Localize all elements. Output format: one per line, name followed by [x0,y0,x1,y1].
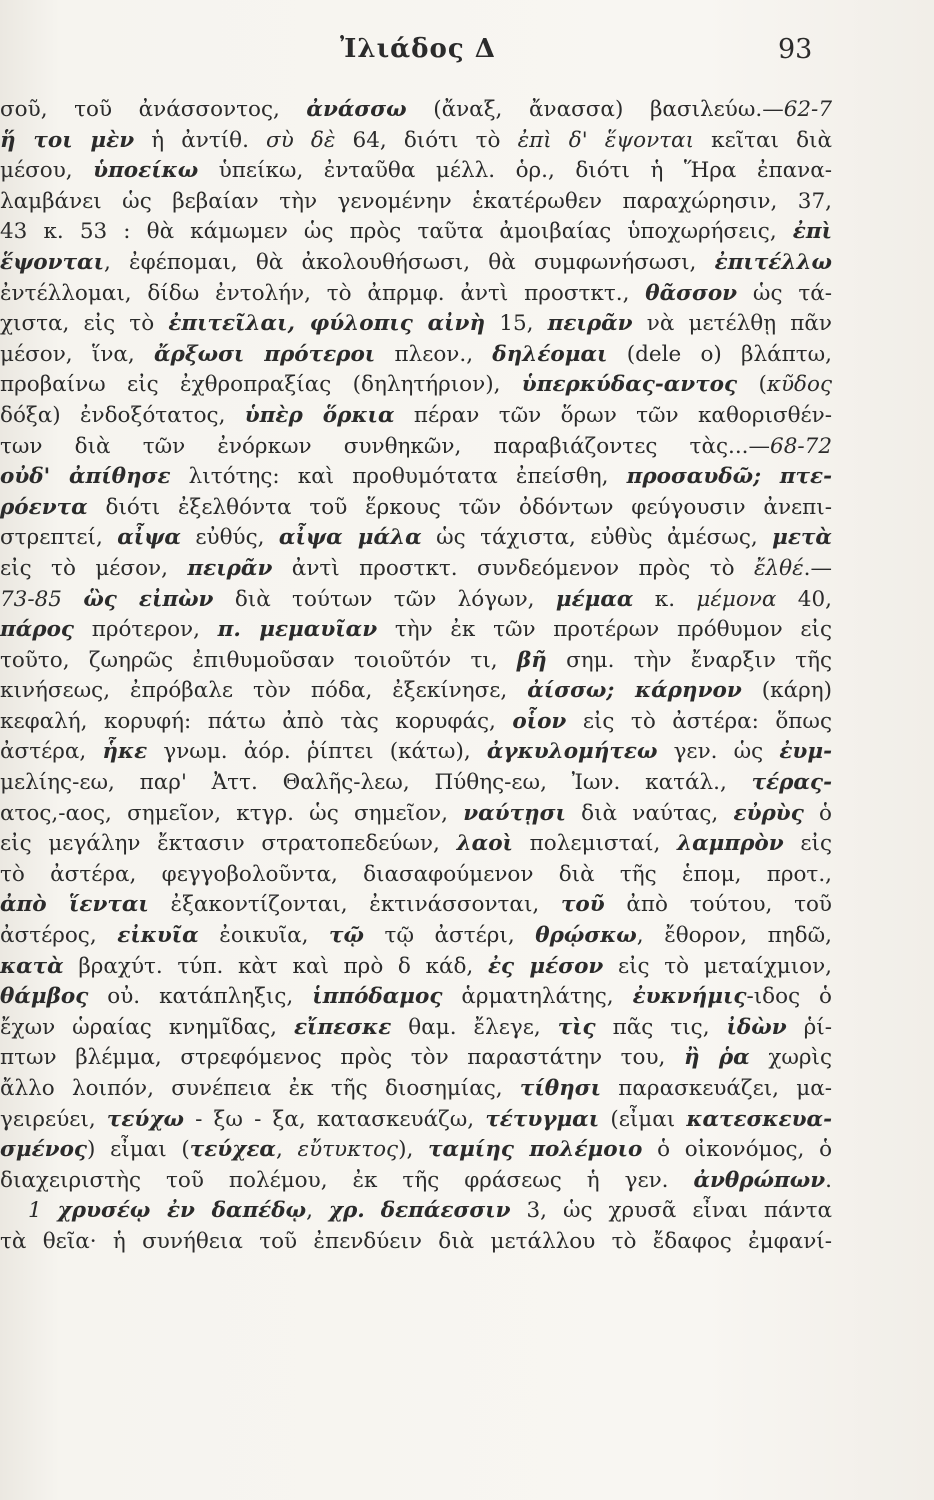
text-run [62,587,83,612]
text-line [0,799,832,830]
italic-reference: 1 [28,1198,42,1224]
lemma-term: χρυσέῳ ἐν δαπέδῳ [57,1198,307,1224]
lemma-term: οἷον [512,708,567,734]
text-run: ἐξακοντίζονται, ἐκτινάσσονται, [148,892,561,918]
text-run: (dele o) βλάπτω, [607,341,832,367]
text-line [0,676,832,707]
text-line [0,1013,832,1044]
text-line [0,432,832,463]
lemma-term: ἀνάσσω [306,97,407,122]
lemma-term: μετὰ [772,525,832,551]
text-line [0,187,832,218]
lemma-term: θάμβος [0,984,89,1010]
lemma-term: μέμαα [555,586,634,612]
text-run: λιτότης: καὶ προθυμότατα ἐπείσθη, [170,464,627,490]
lemma-term: λαμπρὸν [677,831,784,857]
text-run: γνωμ. ἀόρ. ῥίπτει (κάτω), [147,739,487,765]
text-run: εἰς τὸ μέσον, [0,555,188,581]
text-run: διαχειριστὴς τοῦ πολέμου, ἐκ τῆς φράσεως ἡ γεν. [0,1167,694,1193]
text-run: διὰ τούτων τῶν λόγων, [213,586,556,612]
text-run: , ἐφέπομαι, θὰ ἀκολουθήσωσι, θὰ συμφωνήσωσι, [103,249,715,275]
text-run: ἀστέρα, [0,739,103,765]
text-line [0,126,832,157]
text-run: χωρὶς [749,1045,832,1071]
lemma-term: εὐρὺς [733,800,804,826]
lemma-term: ὣς εἰπὼν [83,586,214,612]
lemma-term: ναύτῃσι [463,800,566,826]
italic-reference: σὺ δὲ [266,127,336,153]
text-run: ἁρματηλάτης, [442,984,633,1010]
text-run: πτων βλέμμα, στρεφόμενος πρὸς τὸν παραστάτην του, [0,1045,684,1071]
text-run: τὴν ἐκ τῶν προτέρων πρόθυμον εἰς [377,617,832,643]
lemma-term: τῷ [329,923,364,949]
text-run: ), [398,1137,429,1163]
lemma-term: τέτυγμαι [485,1106,600,1132]
text-line [0,707,832,738]
text-run: ἔχων ὡραίας κνημῖδας, [0,1014,294,1040]
text-run: ὡς τάχιστα, εὐθὺς ἀμέσως, [421,525,773,551]
text-line [0,248,832,279]
text-line [0,737,832,768]
text-run: ἀπὸ τούτου, τοῦ [604,892,832,918]
text-run: χιστα, εἰς τὸ [0,311,169,337]
lemma-term: ἰδὼν [726,1014,787,1040]
page-number: 93 [778,34,813,65]
lemma-term: θᾶσσον [645,280,738,306]
lemma-term: τέρας- [751,770,832,796]
text-run [42,1198,58,1223]
text-run: των διὰ τῶν ἐνόρκων συνθηκῶν, παραβιάζοντες τὰς...— [0,433,771,459]
lemma-term: εἰκυῖα [117,923,199,949]
text-run: εἰς [783,831,832,857]
text-run: ἡ ἀντίθ. [134,127,267,153]
text-run: παρασκευάζει, μα- [601,1076,832,1101]
text-run [365,1198,381,1223]
italic-reference: 68-72 [770,433,832,459]
text-run: ὑπείκω, ἐνταῦθα μέλλ. ὁρ., διότι ἡ Ἥρα ἐπανα- [198,158,832,184]
italic-reference: 73-85 [0,586,62,612]
text-line [0,340,832,371]
italic-reference: ἐπὶ δ' ἕψονται [517,127,695,153]
text-run: τοῦτο, ζωηρῶς ἐπιθυμοῦσαν τοιοῦτόν τι, [0,647,517,673]
lemma-term: τὶς [557,1014,596,1040]
text-run: μέσον, ἵνα, [0,341,155,367]
lemma-term: αἶψα [117,525,181,551]
lemma-term: ἀνθρώπων [693,1167,826,1193]
text-run: ἄλλο λοιπόν, συνέπεια ἐκ τῆς διοσημίας, [0,1076,520,1101]
text-line [0,585,832,616]
lemma-term: ὑποείκω [93,158,199,184]
lemma-term: πειρᾶν [187,555,273,581]
text-run: , [306,1198,329,1224]
page-header [0,28,934,78]
lemma-term: ἀγκυλομήτεω [486,739,658,765]
text-run: νὰ μετέλθῃ πᾶν [632,311,832,337]
lemma-term: πειρᾶν [547,311,633,337]
text-run: -ιδος ὁ [746,984,832,1010]
text-run: ὁ οἰκονόμος, ὁ [642,1137,832,1163]
text-run: .— [803,555,832,581]
lemma-term: σμένος [0,1137,88,1163]
lemma-term: ἐπὶ [792,219,832,245]
text-run: ἀστέρος, [0,923,118,949]
lemma-term: ὑπερκύδας-αντος [521,372,738,398]
lemma-term: βῆ [516,647,547,673]
lemma-term: θρῴσκω [535,923,637,949]
lemma-term: ταμίης πολέμοιο [428,1137,643,1163]
text-run: διὰ ναύτας, [565,800,734,826]
text-line [0,952,832,983]
lemma-term: ἱππόδαμος [312,984,443,1010]
lemma-term: τεύχω [106,1106,184,1132]
text-run: ἀντὶ προστκτ. συνδεόμενον πρὸς τὸ [272,555,754,581]
text-run: - ξω - ξα, κατασκευάζω, [183,1106,486,1132]
text-line [0,493,832,524]
text-line [0,1135,832,1166]
text-line [0,1166,832,1197]
lemma-term: ἀίσσω; κάρηνον [527,678,742,704]
text-run: (ἄναξ, ἄνασσα) βασιλεύω.— [406,97,784,122]
text-run: λαμβάνει ὡς βεβαίαν τὴν γενομένην ἑκατέρωθεν παραχώρησιν, 37, [0,188,832,214]
lemma-term: λαοὶ [456,831,513,857]
text-run: ὁ [803,800,832,826]
text-run: ἐοικυῖα, [198,923,330,949]
text-run: ὡς τά- [737,280,832,306]
text-run: διότι ἐξελθόντα τοῦ ἕρκους τῶν ὀδόντων φεύγουσιν ἀνεπι- [87,494,832,520]
text-run: 43 κ. 53 : θὰ κάμωμεν ὡς πρὸς ταῦτα ἀμοιβαίας ὑποχωρήσεις, [0,219,793,245]
text-run: πλεον., [375,341,493,367]
text-run: σοῦ, τοῦ ἀνάσσοντος, [0,97,307,122]
text-run: γεν. ὡς [657,739,780,765]
italic-reference: 62-7 [783,97,832,122]
lemma-term: ἐπιτέλλω [714,249,832,275]
lemma-term: αἶψα μάλα [278,525,422,551]
text-run: (κάρη) [741,678,832,704]
text-run: κινήσεως, ἐπρόβαλε τὸν πόδα, ἐξεκίνησε, [0,678,528,704]
lemma-term: ἢ ῥα [683,1045,750,1071]
text-line [0,309,832,340]
text-run: οὐ. κατάπληξις, [88,984,313,1010]
text-run: εἰς τὸ μεταίχμιον, [603,953,832,979]
text-run: ατος,-αος, σημεῖον, κτγρ. ὡς σημεῖον, [0,800,464,826]
text-line [0,829,832,860]
italic-reference: κῦδος [766,372,832,398]
text-line [0,860,832,891]
text-run: ( [737,372,767,398]
text-line [0,1196,832,1227]
text-run: 64, διότι τὸ [335,127,518,153]
lemma-term: δηλέομαι [492,341,608,367]
text-run: κεφαλή, κορυφή: πάτω ἀπὸ τὰς κορυφάς, [0,708,513,734]
lemma-term: πάρος [0,617,75,643]
text-run: πέραν τῶν ὅρων τῶν καθορισθέν- [394,402,832,428]
text-run: , ἔθορον, πηδῶ, [636,923,832,949]
text-run: στρεπτεί, [0,525,118,551]
lemma-term: ἐυμ- [779,739,832,765]
text-line [0,615,832,646]
text-line [0,462,832,493]
text-run: ῥί- [786,1014,832,1040]
italic-reference: ἔλθέ [753,555,804,581]
text-run: εὐθύς, [180,525,279,551]
lemma-term: προσαυδῶ; πτε- [626,464,832,490]
lemma-term: τίθησι [519,1076,602,1101]
text-run: εἰς μεγάλην ἔκτασιν στρατοπεδεύων, [0,831,457,857]
text-run: ἐντέλλομαι, δίδω ἐντολήν, τὸ ἀπρμφ. ἀντὶ προστκτ., [0,280,646,306]
running-title: Ἰλιάδος Δ [340,34,496,64]
lemma-term: ἥ τοι μὲν [0,127,135,153]
text-run: προβαίνω εἰς ἐχθροπραξίας (δηλητήριον), [0,372,522,398]
text-line [0,1074,832,1105]
lemma-term: κατὰ [0,953,64,979]
text-run: κ. [633,586,697,612]
text-line [0,370,832,401]
lemma-term: ἀπὸ ἵενται [0,892,149,918]
text-line [0,217,832,248]
lemma-term: οὐδ' ἀπίθησε [0,464,171,490]
text-run: θαμ. ἔλεγε, [391,1014,558,1040]
lemma-term: π. μεμαυῖαν [217,617,378,643]
text-line [0,401,832,432]
text-run: βραχύτ. τύπ. κὰτ καὶ πρὸ δ κάδ, [63,953,488,979]
lemma-term: δεπάεσσιν [380,1198,511,1224]
text-run: , [275,1137,298,1163]
text-run: τὸ ἀστέρα, φεγγοβολοῦντα, διασαφούμενον διὰ τῆς ἑπομ, προτ., [0,861,832,887]
text-line [0,921,832,952]
lemma-term: εἴπεσκε [293,1014,392,1040]
lemma-term: τοῦ [560,892,605,918]
text-line [0,554,832,585]
text-run: 40, [776,586,832,612]
text-run: τὰ θεῖα· ἡ συνήθεια τοῦ ἐπενδύειν διὰ μετάλλου τὸ ἔδαφος ἐμφανί- [0,1228,832,1254]
text-run: μελίης-εω, παρ' Ἀττ. Θαλῆς-λεω, Πύθης-εω, Ἰων. κατάλ., [0,770,752,796]
text-run: τῷ ἀστέρι, [363,923,536,949]
text-line [0,279,832,310]
text-line [0,523,832,554]
text-line [0,95,832,126]
text-run: (εἶμαι [599,1106,687,1132]
text-run: σημ. τὴν ἔναρξιν τῆς [546,647,832,673]
text-line [0,1043,832,1074]
text-run: . [825,1167,832,1193]
text-run: ) εἶμαι ( [87,1137,190,1163]
italic-reference: εὔτυκτος [297,1137,399,1163]
text-run: πρότερον, [74,617,218,643]
commentary-text [0,95,832,1258]
text-run: γειρεύει, [0,1106,107,1132]
text-run: 3, ὡς χρυσᾶ εἶναι πάντα [510,1198,832,1224]
text-line [0,768,832,799]
lemma-term: ἐυκνήμις [632,984,747,1010]
lemma-term: ὑπὲρ ὅρκια [244,402,395,428]
text-line [0,982,832,1013]
lemma-term: κατεσκευα- [686,1106,832,1132]
lemma-term: ἄρξωσι πρότεροι [154,341,376,367]
text-run: κεῖται διὰ [694,127,832,153]
text-run: πᾶς τις, [595,1014,727,1040]
text-run: πολεμισταί, [512,831,678,857]
text-run: 15, [485,311,548,337]
lemma-term: χρ. [328,1198,365,1224]
text-run: δόξα) ἐνδοξότατος, [0,402,245,428]
text-line [0,890,832,921]
lemma-term: ἕψονται [0,249,104,275]
italic-reference: μέμονα [696,586,777,612]
text-line [0,646,832,677]
lemma-term: ρόεντα [0,494,88,520]
text-run: μέσου, [0,158,94,184]
lemma-term: τεύχεα [189,1137,276,1163]
text-run: εἰς τὸ ἀστέρα: ὅπως [566,708,832,734]
text-line [0,1227,832,1258]
lemma-term: ἧκε [102,739,148,765]
lemma-term: ἐς μέσον [487,953,604,979]
lemma-term: ἐπιτεῖλαι, φύλοπις αἰνὴ [168,311,486,337]
text-line [0,1105,832,1136]
text-line [0,156,832,187]
